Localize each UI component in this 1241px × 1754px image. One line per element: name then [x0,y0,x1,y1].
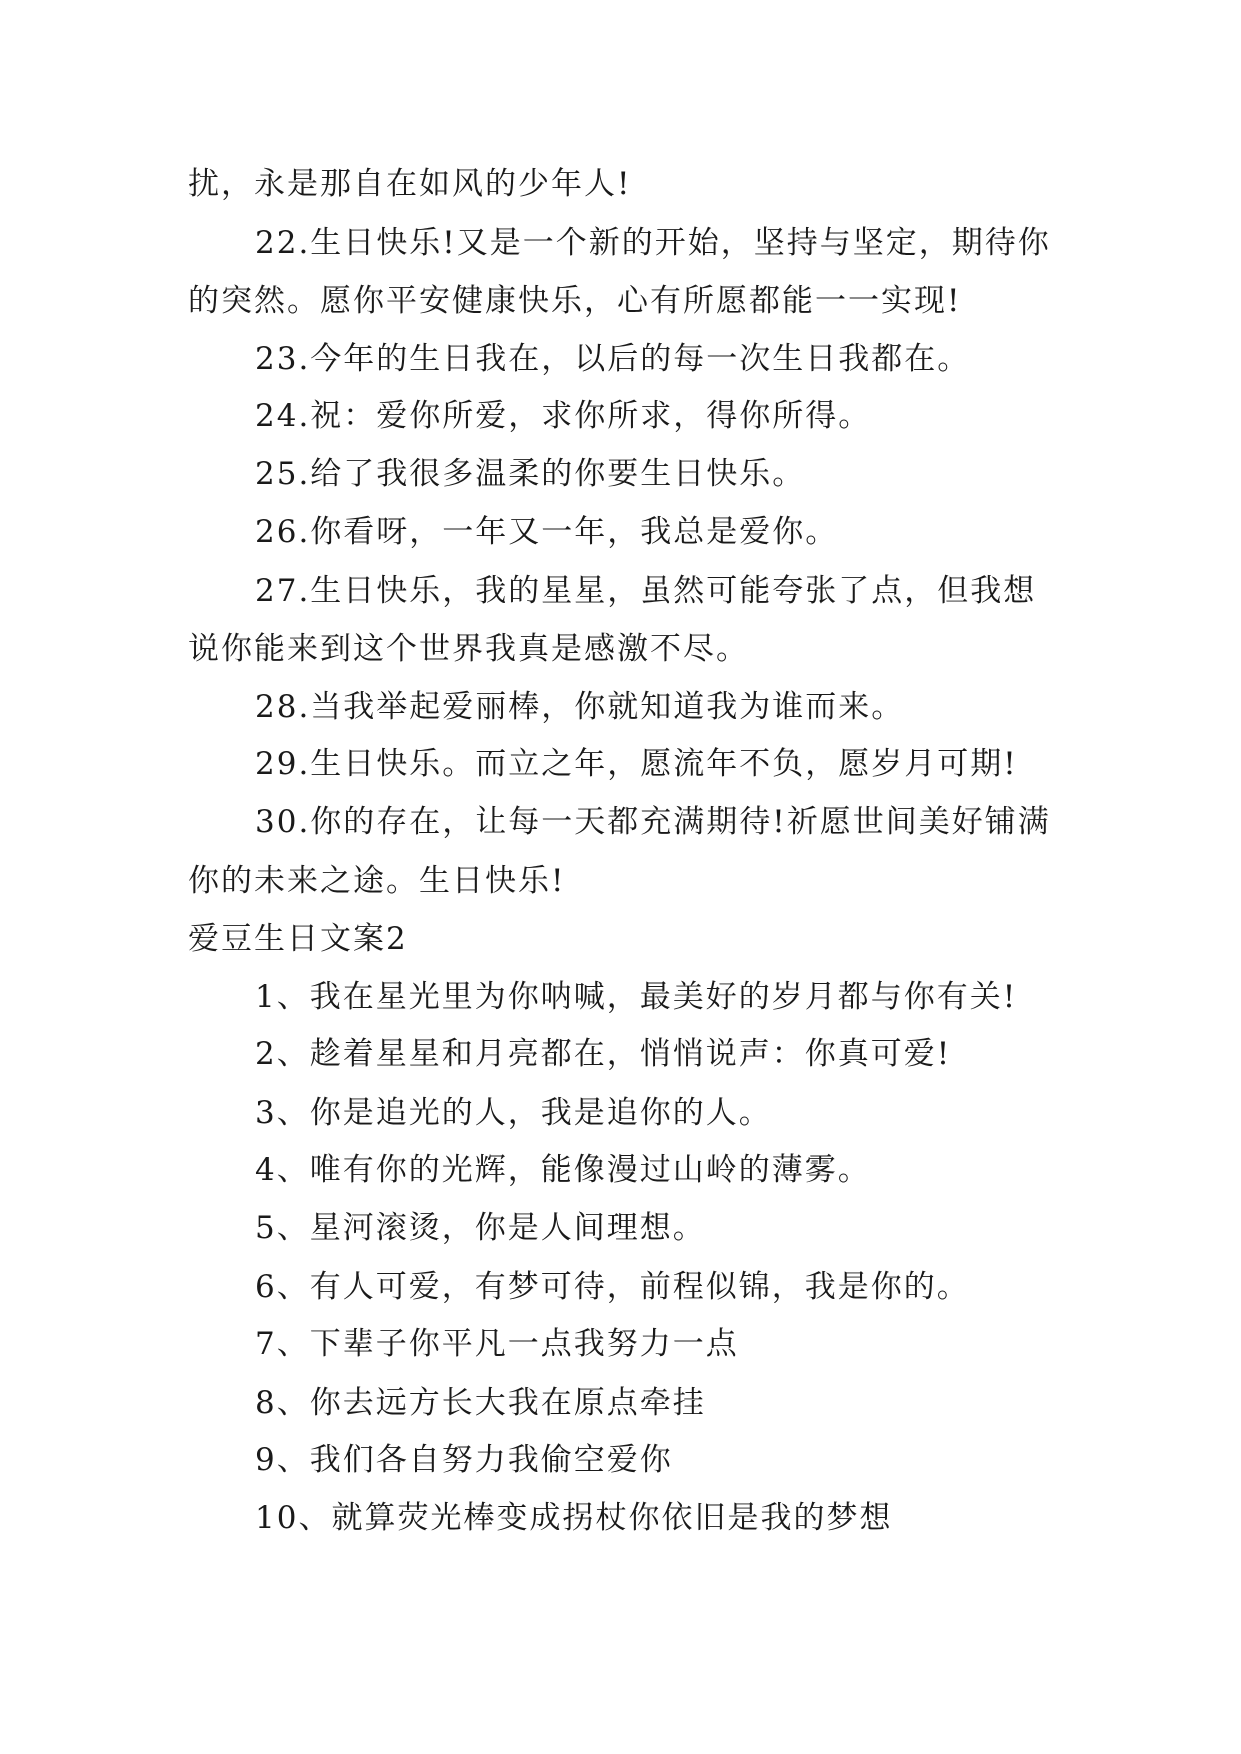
text-line: 28.当我举起爱丽棒，你就知道我为谁而来。 [255,689,905,725]
text-line: 6、有人可爱，有梦可待，前程似锦，我是你的。 [255,1269,970,1305]
text-line: 22.生日快乐!又是一个新的开始，坚持与坚定，期待你 [255,225,1051,261]
text-line: 29.生日快乐。而立之年，愿流年不负，愿岁月可期! [255,746,1018,782]
text-line: 5、星河滚烫，你是人间理想。 [255,1210,706,1246]
text-line: 说你能来到这个世界我真是感激不尽。 [188,631,749,667]
text-line: 25.给了我很多温柔的你要生日快乐。 [255,456,806,492]
text-line: 1、我在星光里为你呐喊，最美好的岁月都与你有关! [255,979,1018,1015]
section-heading: 爱豆生日文案2 [188,921,408,957]
text-line: 9、我们各自努力我偷空爱你 [255,1442,673,1478]
text-line: 23.今年的生日我在，以后的每一次生日我都在。 [255,341,971,377]
text-line: 3、你是追光的人，我是追你的人。 [255,1095,772,1131]
text-line: 你的未来之途。生日快乐! [188,863,566,899]
text-line: 30.你的存在，让每一天都充满期待!祈愿世间美好铺满 [255,804,1051,840]
text-line: 7、下辈子你平凡一点我努力一点 [255,1326,739,1362]
text-line: 的突然。愿你平安健康快乐，心有所愿都能一一实现! [188,283,962,319]
text-line: 8、你去远方长大我在原点牵挂 [255,1385,706,1421]
text-line: 10、就算荧光棒变成拐杖你依旧是我的梦想 [255,1500,893,1536]
text-line: 26.你看呀，一年又一年，我总是爱你。 [255,514,839,550]
text-line: 27.生日快乐，我的星星，虽然可能夸张了点，但我想 [255,573,1037,609]
text-line: 2、趁着星星和月亮都在，悄悄说声：你真可爱! [255,1036,952,1072]
text-line: 24.祝：爱你所爱，求你所求，得你所得。 [255,398,872,434]
text-line: 扰，永是那自在如风的少年人! [188,166,632,202]
text-line: 4、唯有你的光辉，能像漫过山岭的薄雾。 [255,1152,871,1188]
